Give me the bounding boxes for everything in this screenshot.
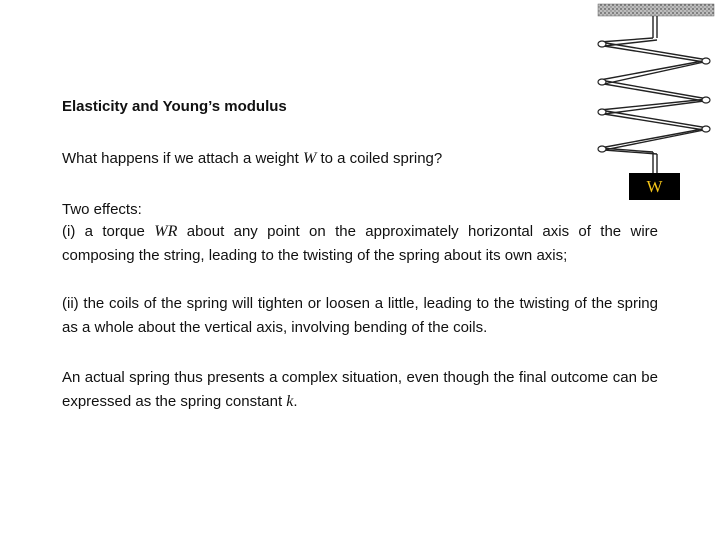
effect-one-text-before: (i) a torque [62, 223, 155, 240]
spring-coil [600, 16, 708, 173]
slide-title: Elasticity and Young’s modulus [62, 98, 287, 115]
effect-one-paragraph [62, 220, 658, 268]
effect-two-paragraph: (ii) the coils of the spring will tighten or loosen a little, leading to the twisting of the spring as a whole about the vertical axis, involving bending of the coils. [62, 295, 658, 336]
effect-one-text-after: about any point on the approximately horizontal axis of the wire composing the string, leading to the twisting of the spring about its own axis; [62, 223, 658, 264]
effects-heading: Two effects: [62, 201, 142, 218]
question-text-after: to a coiled spring? [316, 150, 443, 167]
weight-symbol: W [302, 150, 317, 167]
conclusion-text-after: . [293, 393, 298, 410]
conclusion-text-before: An actual spring thus presents a complex situation, even though the final outcome can be expressed as the spring constant [62, 369, 658, 410]
conclusion-paragraph [62, 366, 658, 414]
question-text-before: What happens if we attach a weight [62, 150, 303, 167]
question-paragraph [62, 147, 582, 171]
torque-symbol: WR [154, 223, 178, 240]
ceiling-support [598, 4, 714, 16]
spring-constant-symbol: k [286, 393, 294, 410]
weight-block: W [629, 173, 680, 200]
